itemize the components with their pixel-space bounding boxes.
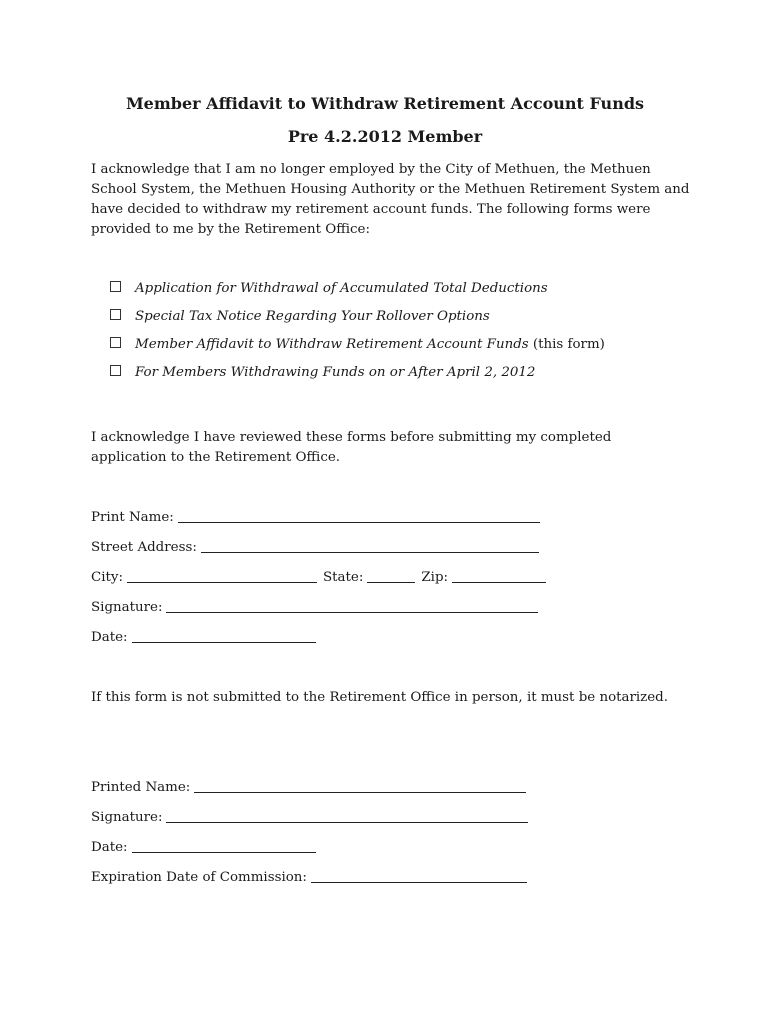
intro-paragraph: I acknowledge that I am no longer employed by the City of Methuen, the Methuen School System, the Methuen Housing Authority or the Methuen Retirement System and have decided to withdraw my retirement account funds. The following forms were provided to me by the Retirement Office: [91,162,690,237]
zip-label: Zip: [421,570,449,585]
notary-date-label: Date: [91,840,128,855]
printed-name-row [91,778,526,798]
city-field[interactable] [127,568,317,583]
notary-date-row [91,838,316,858]
street-address-row [91,538,539,558]
state-label: State: [323,570,364,585]
street-address-field[interactable] [201,538,539,553]
notary-signature-label: Signature: [91,810,163,825]
expiration-field[interactable] [311,868,527,883]
list-item [110,362,605,390]
city-state-zip-row [91,568,546,588]
form-name: Member Affidavit to Withdraw Retirement Account Funds [135,337,529,352]
street-address-label: Street Address: [91,540,197,555]
city-label: City: [91,570,123,585]
printed-name-label: Printed Name: [91,780,191,795]
print-name-field[interactable] [178,508,540,523]
printed-name-field[interactable] [194,778,526,793]
member-date-row [91,628,316,648]
list-item [110,306,605,334]
zip-field[interactable] [452,568,546,583]
document-title: Member Affidavit to Withdraw Retirement Account Funds [125,94,645,113]
notary-date-field[interactable] [132,838,316,853]
member-signature-field[interactable] [166,598,538,613]
expiration-label: Expiration Date of Commission: [91,870,307,885]
form-name: Special Tax Notice Regarding Your Rollover Options [135,309,490,324]
member-date-label: Date: [91,630,128,645]
form-name: For Members Withdrawing Funds on or After April 2, 2012 [135,365,536,380]
document-subtitle: Pre 4.2.2012 Member [287,127,483,146]
checkbox-icon[interactable] [110,337,121,348]
print-name-label: Print Name: [91,510,174,525]
member-signature-row [91,598,538,618]
list-item [110,334,605,362]
form-name: Application for Withdrawal of Accumulated Total Deductions [135,281,548,296]
checkbox-icon[interactable] [110,281,121,292]
checkbox-icon[interactable] [110,309,121,320]
acknowledgement-paragraph: I acknowledge I have reviewed these forms before submitting my completed application to the Retirement Office. [91,430,612,465]
state-field[interactable] [367,568,415,583]
checkbox-icon[interactable] [110,365,121,376]
notary-signature-row [91,808,528,828]
provided-forms-list [110,278,605,390]
form-suffix: (this form) [528,337,605,352]
list-item [110,278,605,306]
print-name-row [91,508,540,528]
member-date-field[interactable] [132,628,316,643]
member-signature-label: Signature: [91,600,163,615]
notary-signature-field[interactable] [166,808,528,823]
notary-note: If this form is not submitted to the Retirement Office in person, it must be notarized. [91,690,668,705]
expiration-row [91,868,527,888]
